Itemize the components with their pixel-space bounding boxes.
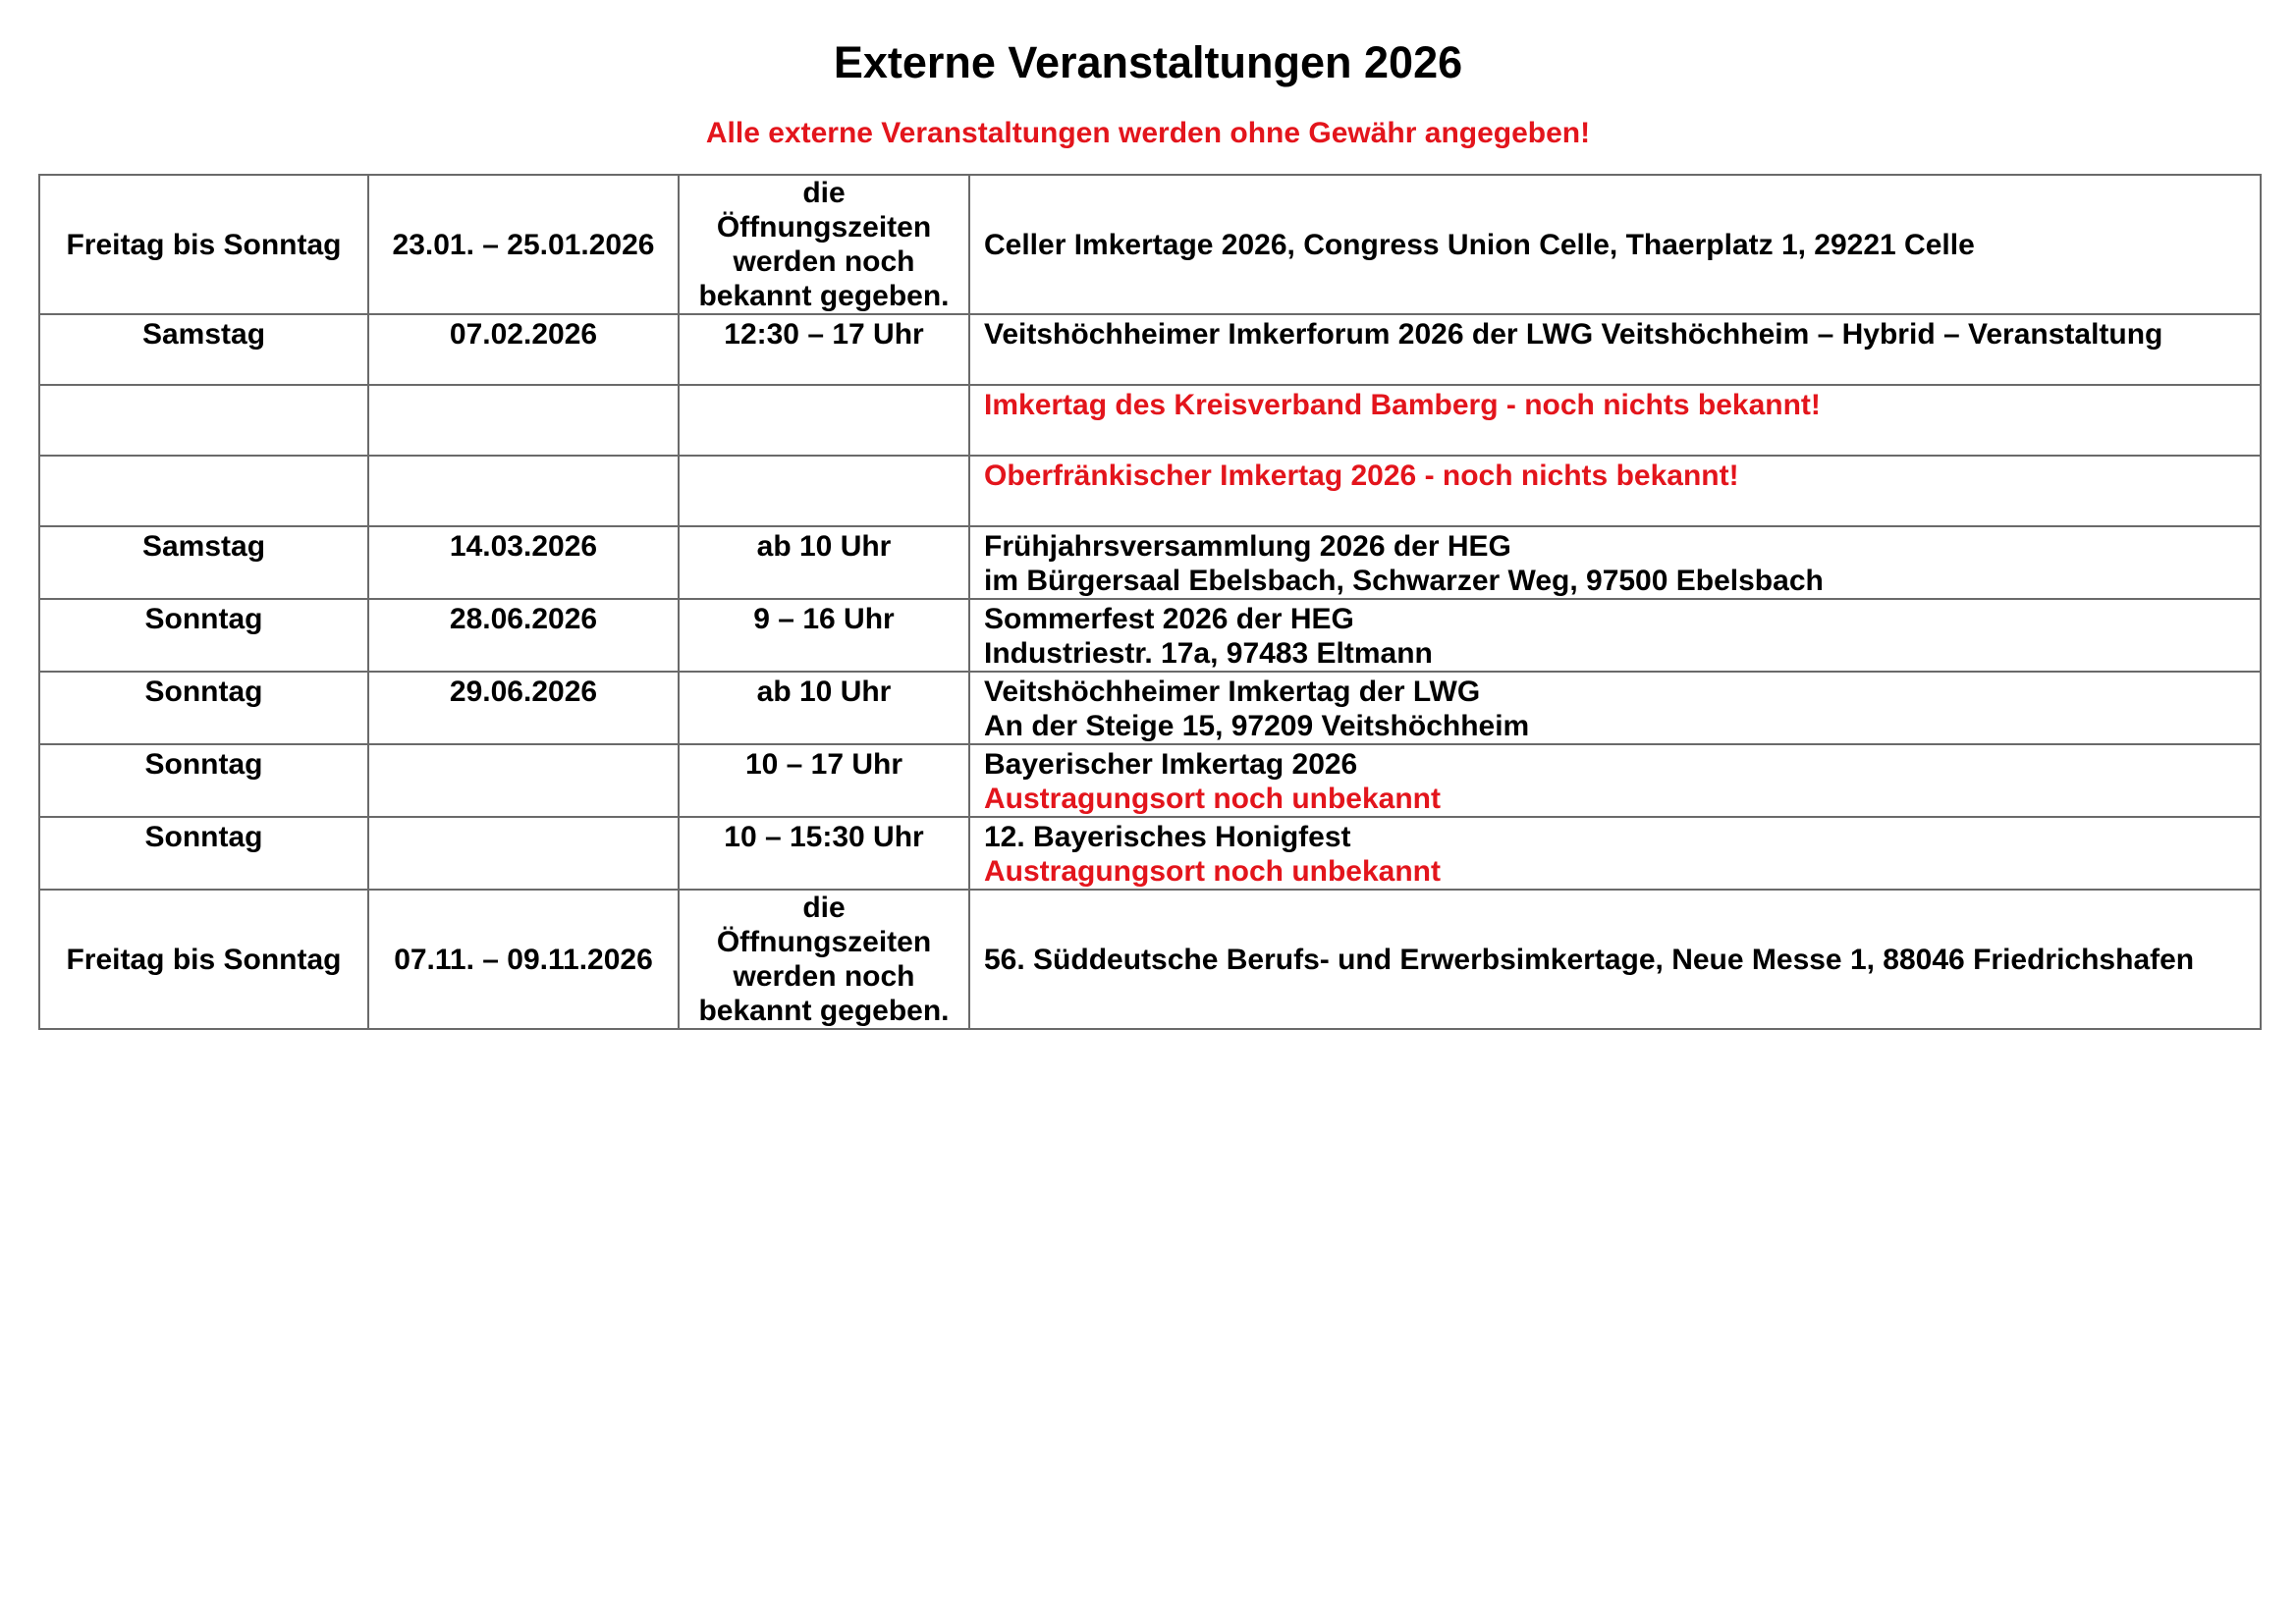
event-date: 28.06.2026 (368, 599, 679, 672)
table-row (39, 890, 2261, 1029)
event-title: Celler Imkertage 2026, Congress Union Celle, Thaerplatz 1, 29221 Celle (984, 228, 1975, 261)
event-date (368, 456, 679, 526)
event-time: die Öffnungszeiten werden noch bekannt gegeben. (679, 175, 969, 314)
event-date: 29.06.2026 (368, 672, 679, 744)
events-table (38, 174, 2262, 1030)
disclaimer-note: Alle externe Veranstaltungen werden ohne Gewähr angegeben! (705, 117, 1591, 149)
table-row (39, 456, 2261, 526)
table-row (39, 817, 2261, 890)
event-description (969, 526, 2261, 599)
event-title: Veitshöchheimer Imkertag der LWG (984, 676, 1481, 708)
event-day: Freitag bis Sonntag (39, 890, 368, 1029)
table-row (39, 599, 2261, 672)
event-description (969, 744, 2261, 817)
event-description (969, 672, 2261, 744)
table-row (39, 385, 2261, 456)
table-row (39, 526, 2261, 599)
event-day: Sonntag (39, 744, 368, 817)
event-time: 10 – 17 Uhr (679, 744, 969, 817)
event-title: 56. Süddeutsche Berufs- und Erwerbsimkertage, Neue Messe 1, 88046 Friedrichshafen (984, 943, 2195, 976)
page-title: Externe Veranstaltungen 2026 (833, 37, 1463, 87)
event-location-unknown: Austragungsort noch unbekannt (984, 783, 1441, 815)
event-day (39, 385, 368, 456)
table-row (39, 314, 2261, 385)
table-row (39, 672, 2261, 744)
event-day: Samstag (39, 314, 368, 385)
table-row (39, 175, 2261, 314)
event-location-unknown: Austragungsort noch unbekannt (984, 855, 1441, 888)
event-time: 9 – 16 Uhr (679, 599, 969, 672)
event-description (969, 817, 2261, 890)
event-description (969, 890, 2261, 1029)
event-time (679, 385, 969, 456)
event-time (679, 456, 969, 526)
event-date: 23.01. – 25.01.2026 (368, 175, 679, 314)
event-date (368, 817, 679, 890)
event-date: 07.02.2026 (368, 314, 679, 385)
event-date (368, 385, 679, 456)
event-title: 12. Bayerisches Honigfest (984, 821, 1351, 853)
event-description (969, 456, 2261, 526)
event-time: ab 10 Uhr (679, 672, 969, 744)
event-time: ab 10 Uhr (679, 526, 969, 599)
event-day: Sonntag (39, 817, 368, 890)
event-date: 07.11. – 09.11.2026 (368, 890, 679, 1029)
event-title-unknown: Oberfränkischer Imkertag 2026 - noch nichts bekannt! (984, 460, 1739, 492)
event-day (39, 456, 368, 526)
event-date (368, 744, 679, 817)
event-title: Frühjahrsversammlung 2026 der HEG (984, 530, 1511, 563)
event-title: Veitshöchheimer Imkerforum 2026 der LWG Veitshöchheim – Hybrid – Veranstaltung (984, 318, 2163, 351)
event-description (969, 599, 2261, 672)
event-location: An der Steige 15, 97209 Veitshöchheim (984, 710, 1530, 742)
event-time: 10 – 15:30 Uhr (679, 817, 969, 890)
event-time: 12:30 – 17 Uhr (679, 314, 969, 385)
event-location: im Bürgersaal Ebelsbach, Schwarzer Weg, 97500 Ebelsbach (984, 565, 1824, 597)
table-row (39, 744, 2261, 817)
event-description (969, 175, 2261, 314)
event-time: die Öffnungszeiten werden noch bekannt gegeben. (679, 890, 969, 1029)
event-day: Freitag bis Sonntag (39, 175, 368, 314)
event-title-unknown: Imkertag des Kreisverband Bamberg - noch nichts bekannt! (984, 389, 1821, 421)
event-day: Samstag (39, 526, 368, 599)
event-day: Sonntag (39, 599, 368, 672)
event-location: Industriestr. 17a, 97483 Eltmann (984, 637, 1433, 670)
event-date: 14.03.2026 (368, 526, 679, 599)
event-day: Sonntag (39, 672, 368, 744)
event-description (969, 314, 2261, 385)
event-description (969, 385, 2261, 456)
event-title: Bayerischer Imkertag 2026 (984, 748, 1358, 781)
event-title: Sommerfest 2026 der HEG (984, 603, 1354, 635)
